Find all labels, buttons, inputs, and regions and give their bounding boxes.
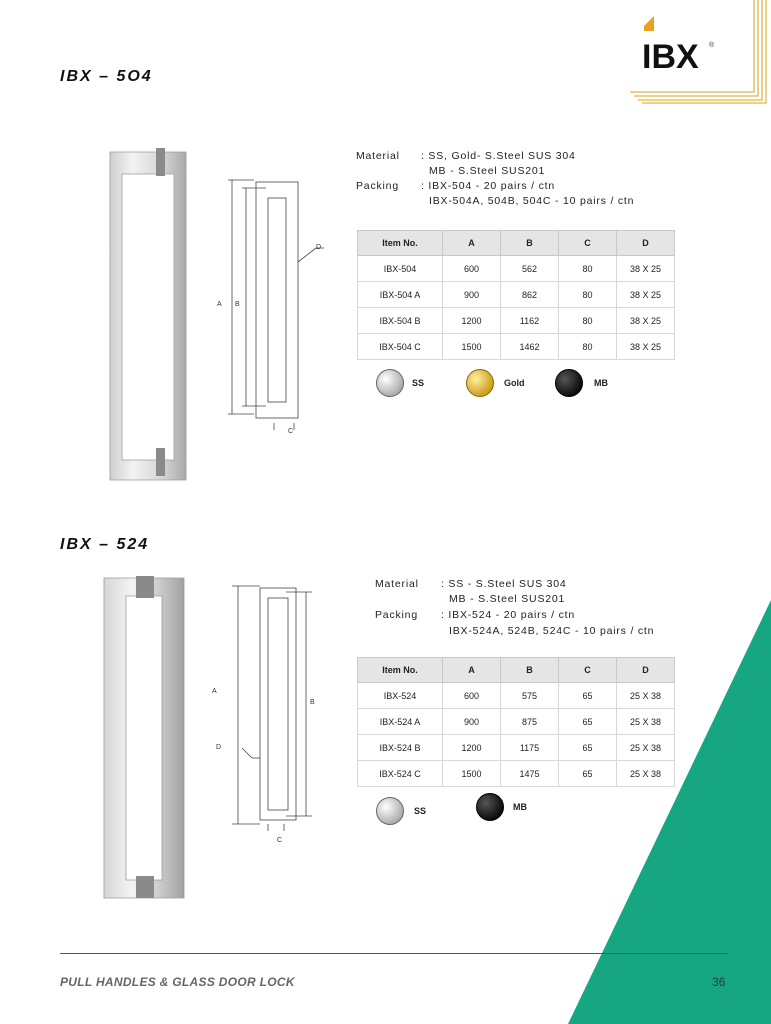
table-cell: 1500 bbox=[443, 761, 501, 787]
table-cell: 38 X 25 bbox=[617, 282, 675, 308]
table-cell: 600 bbox=[443, 256, 501, 282]
finish-swatch-gold-504 bbox=[465, 368, 495, 398]
finish-label-ss-524: SS bbox=[414, 806, 427, 816]
finish-label-mb-524: MB bbox=[513, 802, 527, 812]
table-cell: 1162 bbox=[501, 308, 559, 334]
product-title-524: IBX – 524 bbox=[60, 536, 150, 553]
table-cell: 25 X 38 bbox=[617, 683, 675, 709]
spec-material-line2-524: MB - S.Steel SUS201 bbox=[449, 593, 566, 605]
table-cell: 900 bbox=[443, 282, 501, 308]
spec-material-line2-504: MB - S.Steel SUS201 bbox=[429, 165, 546, 177]
table-cell: 1475 bbox=[501, 761, 559, 787]
table-cell: 25 X 38 bbox=[617, 761, 675, 787]
spec-packing-label-504: Packing bbox=[356, 180, 399, 192]
product-title-504: IBX – 5O4 bbox=[60, 68, 153, 85]
handle-photo-504 bbox=[108, 148, 188, 488]
footer-divider bbox=[60, 953, 728, 954]
dimension-drawing-524 bbox=[212, 584, 322, 844]
dim-label-d-524: D bbox=[216, 744, 222, 751]
table-cell: 38 X 25 bbox=[617, 334, 675, 360]
table-cell: IBX-504 B bbox=[358, 308, 443, 334]
table-cell: 80 bbox=[559, 256, 617, 282]
finish-swatch-mb-524 bbox=[475, 792, 505, 822]
spec-material-line1-524: : SS - S.Steel SUS 304 bbox=[441, 578, 567, 590]
spec-table-504 bbox=[357, 230, 675, 360]
table-header-cell: Item No. bbox=[358, 231, 443, 256]
table-cell: IBX-524 B bbox=[358, 735, 443, 761]
table-cell: IBX-524 C bbox=[358, 761, 443, 787]
table-header-cell: D bbox=[617, 231, 675, 256]
table-cell: 65 bbox=[559, 761, 617, 787]
dim-label-c-524: C bbox=[277, 837, 283, 844]
dimension-drawing-504 bbox=[212, 178, 332, 448]
table-row bbox=[358, 683, 675, 709]
table-row bbox=[358, 709, 675, 735]
table-header-cell: C bbox=[559, 231, 617, 256]
table-header-cell: A bbox=[443, 658, 501, 683]
spec-packing-line1-504: : IBX-504 - 20 pairs / ctn bbox=[421, 180, 556, 192]
table-cell: 600 bbox=[443, 683, 501, 709]
table-cell: 25 X 38 bbox=[617, 709, 675, 735]
table-row bbox=[358, 334, 675, 360]
table-cell: 80 bbox=[559, 334, 617, 360]
dim-label-b-524: B bbox=[310, 699, 315, 706]
finish-label-gold-504: Gold bbox=[504, 378, 525, 388]
table-header-cell: B bbox=[501, 231, 559, 256]
table-cell: IBX-504 C bbox=[358, 334, 443, 360]
table-header-cell: B bbox=[501, 658, 559, 683]
table-cell: 38 X 25 bbox=[617, 308, 675, 334]
table-cell: 65 bbox=[559, 683, 617, 709]
dim-label-b-504: B bbox=[235, 301, 240, 308]
table-cell: 575 bbox=[501, 683, 559, 709]
table-cell: 1175 bbox=[501, 735, 559, 761]
table-header-cell: A bbox=[443, 231, 501, 256]
table-cell: 562 bbox=[501, 256, 559, 282]
table-cell: 1462 bbox=[501, 334, 559, 360]
table-cell: 80 bbox=[559, 308, 617, 334]
table-cell: 862 bbox=[501, 282, 559, 308]
spec-material-line1-504: : SS, Gold- S.Steel SUS 304 bbox=[421, 150, 576, 162]
table-cell: 65 bbox=[559, 735, 617, 761]
spec-packing-label-524: Packing bbox=[375, 609, 418, 621]
table-cell: 25 X 38 bbox=[617, 735, 675, 761]
table-cell: IBX-504 A bbox=[358, 282, 443, 308]
logo-wordmark: IBX bbox=[642, 38, 699, 76]
table-header-cell: Item No. bbox=[358, 658, 443, 683]
spec-packing-line2-524: IBX-524A, 524B, 524C - 10 pairs / ctn bbox=[449, 625, 655, 637]
table-header-row bbox=[358, 231, 675, 256]
finish-label-mb-504: MB bbox=[594, 378, 608, 388]
spec-table-524 bbox=[357, 657, 675, 787]
table-row bbox=[358, 308, 675, 334]
table-cell: 38 X 25 bbox=[617, 256, 675, 282]
table-row bbox=[358, 761, 675, 787]
registered-mark: ® bbox=[709, 42, 715, 49]
table-cell: 80 bbox=[559, 282, 617, 308]
finish-swatch-mb-504 bbox=[554, 368, 584, 398]
gold-frame-lines bbox=[628, 0, 771, 104]
table-cell: IBX-524 bbox=[358, 683, 443, 709]
spec-material-label-504: Material bbox=[356, 150, 400, 162]
table-row bbox=[358, 256, 675, 282]
table-cell: 900 bbox=[443, 709, 501, 735]
table-header-row bbox=[358, 658, 675, 683]
finish-swatch-ss-504 bbox=[375, 368, 405, 398]
footer-section-title: PULL HANDLES & GLASS DOOR LOCK bbox=[60, 975, 295, 989]
page-number: 36 bbox=[712, 975, 726, 989]
table-header-cell: C bbox=[559, 658, 617, 683]
dim-label-a-504: A bbox=[217, 301, 222, 308]
table-cell: IBX-504 bbox=[358, 256, 443, 282]
table-row bbox=[358, 735, 675, 761]
table-header-cell: D bbox=[617, 658, 675, 683]
dim-label-a-524: A bbox=[212, 688, 217, 695]
spec-material-label-524: Material bbox=[375, 578, 419, 590]
table-row bbox=[358, 282, 675, 308]
table-cell: 1500 bbox=[443, 334, 501, 360]
spec-packing-line1-524: : IBX-524 - 20 pairs / ctn bbox=[441, 609, 576, 621]
spec-packing-line2-504: IBX-504A, 504B, 504C - 10 pairs / ctn bbox=[429, 195, 635, 207]
table-cell: IBX-524 A bbox=[358, 709, 443, 735]
handle-photo-524 bbox=[100, 576, 188, 902]
finish-label-ss-504: SS bbox=[412, 378, 425, 388]
table-cell: 875 bbox=[501, 709, 559, 735]
brand-logo bbox=[628, 0, 771, 104]
dim-label-d-504: D bbox=[316, 244, 322, 251]
table-cell: 1200 bbox=[443, 308, 501, 334]
finish-swatch-ss-524 bbox=[375, 796, 405, 826]
table-cell: 65 bbox=[559, 709, 617, 735]
table-cell: 1200 bbox=[443, 735, 501, 761]
dim-label-c-504: C bbox=[288, 428, 294, 435]
